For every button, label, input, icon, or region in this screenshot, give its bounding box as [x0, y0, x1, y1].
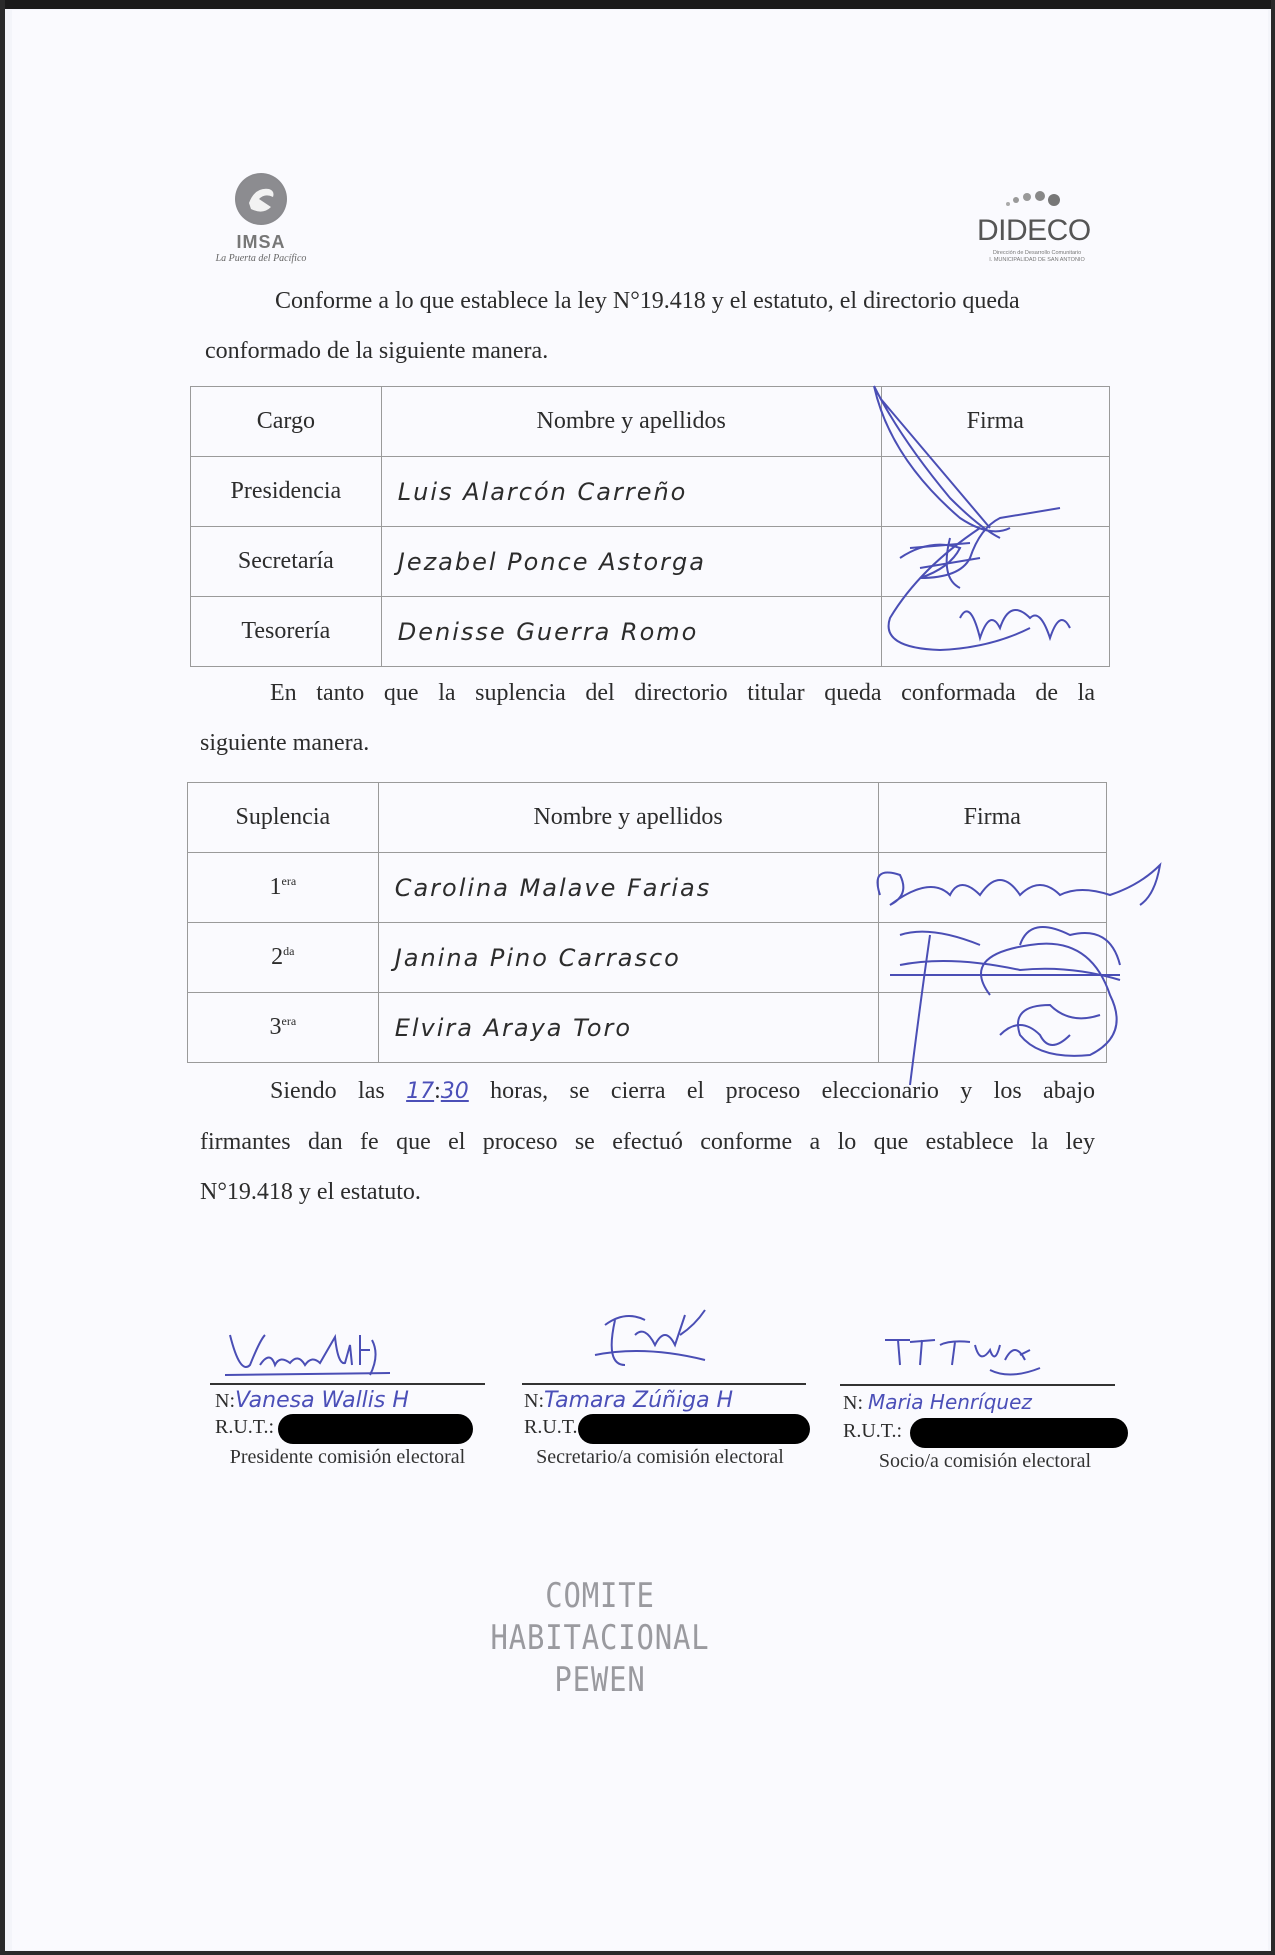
dideco-logo [972, 188, 1094, 268]
table-header-row [188, 783, 1107, 853]
suplencia-ordinal: era [281, 1014, 297, 1028]
firmante-3-name-row [843, 1390, 1032, 1415]
firmante-1-signature [220, 1325, 400, 1385]
firmante-2-name-row [524, 1388, 733, 1413]
nombre-cell: Carolina Malave Farias [378, 853, 878, 923]
redacted-rut [910, 1418, 1128, 1448]
firmante-1-line [210, 1383, 485, 1385]
closing-sep: : [434, 1078, 441, 1104]
suplencia-num-cell [188, 923, 379, 993]
cargo-cell: Secretaría [191, 527, 382, 597]
intro-paragraph [205, 276, 1095, 376]
imsa-logo [205, 165, 325, 275]
scan-edge-bottom [0, 1951, 1275, 1955]
intro-line2: conformado de la siguiente manera. [205, 338, 549, 364]
dideco-subtitle-line1: Dirección de Desarrollo Comunitario [992, 250, 1082, 256]
header-nombre: Nombre y apellidos [378, 783, 878, 853]
firmante-2-rut-label: R.U.T. [524, 1416, 578, 1438]
nombre-cell: Elvira Araya Toro [378, 993, 878, 1063]
closing-line3: N°19.418 y el estatuto. [200, 1179, 421, 1205]
header-cargo: Cargo [191, 387, 382, 457]
suplencia-num-cell [188, 853, 379, 923]
suplencia-ordinal: da [283, 944, 295, 958]
nombre-cell: Denisse Guerra Romo [381, 597, 881, 667]
suplencia-num: 3 [269, 1014, 282, 1040]
scan-edge-top [0, 0, 1275, 9]
firmante-label-n: N: [843, 1392, 863, 1414]
firmante-2-line [522, 1383, 806, 1385]
header-nombre: Nombre y apellidos [381, 387, 881, 457]
firmante-3-rut-label: R.U.T.: [843, 1420, 903, 1442]
suplencia-ordinal: era [281, 874, 297, 888]
stamp-line3: PEWEN [554, 1660, 646, 1700]
firmante-label-n: N: [524, 1390, 544, 1412]
firmante-2-signature [585, 1305, 725, 1385]
suplencia-signatures [870, 855, 1180, 1095]
redacted-rut [278, 1414, 473, 1444]
cargo-cell: Tesorería [191, 597, 382, 667]
firmante-1-role: Presidente comisión electoral [229, 1446, 466, 1468]
dideco-dots-icon [1002, 188, 1082, 212]
intro-line1: Conforme a lo que establece la ley N°19.418 y el estatuto, el directorio queda [275, 288, 1020, 314]
closing-paragraph [200, 1066, 1095, 1217]
scan-edge-right [1271, 0, 1275, 1955]
suplencia-intro-line1: En tanto que la suplencia del directorio titular queda conformada de la [270, 680, 1095, 706]
suplencia-num-cell [188, 993, 379, 1063]
closing-pre: Siendo las [270, 1078, 385, 1104]
suplencia-num: 1 [269, 874, 282, 900]
dideco-subtitle [977, 250, 1097, 264]
imsa-name: IMSA [236, 232, 286, 252]
firmante-3-line [840, 1384, 1115, 1386]
closing-line1 [200, 1066, 1095, 1117]
imsa-seal-icon [235, 173, 287, 225]
closing-minutes: 30 [440, 1079, 469, 1104]
nombre-cell: Janina Pino Carrasco [378, 923, 878, 993]
firmante-name: Maria Henríquez [868, 1390, 1032, 1414]
nombre-cell: Luis Alarcón Carreño [381, 457, 881, 527]
firmante-name: Tamara Zúñiga H [544, 1388, 734, 1413]
header-firma: Firma [881, 387, 1109, 457]
firmante-2-role: Secretario/a comisión electoral [536, 1446, 784, 1468]
header-suplencia: Suplencia [188, 783, 379, 853]
firmante-3-signature [880, 1330, 1060, 1385]
suplencia-intro-line2: siguiente manera. [200, 730, 370, 756]
imsa-tagline: La Puerta del Pacífico [215, 253, 307, 264]
firmante-1-rut-label: R.U.T.: [215, 1416, 275, 1438]
firmante-label-n: N: [215, 1390, 235, 1412]
suplencia-intro [200, 668, 1095, 768]
dideco-name: DIDECO [977, 214, 1091, 247]
closing-hour: 17 [406, 1079, 435, 1104]
nombre-cell: Jezabel Ponce Astorga [381, 527, 881, 597]
closing-post: horas, se cierra el proceso eleccionario y los abajo [490, 1078, 1096, 1104]
stamp-line2: HABITACIONAL [490, 1618, 710, 1658]
cargo-cell: Presidencia [191, 457, 382, 527]
stamp-line1: COMITE [545, 1576, 655, 1616]
dideco-subtitle-line2: I. MUNICIPALIDAD DE SAN ANTONIO [989, 257, 1085, 263]
directorio-signatures [860, 378, 1100, 678]
closing-line2: firmantes dan fe que el proceso se efectuó conforme a lo que establece la ley [200, 1129, 1095, 1155]
firmante-name: Vanesa Wallis H [235, 1388, 409, 1413]
suplencia-num: 2 [271, 944, 284, 970]
comite-stamp [470, 1575, 730, 1701]
header-firma: Firma [878, 783, 1106, 853]
scan-edge-left [0, 0, 5, 1955]
firmante-1-name-row [215, 1388, 409, 1413]
redacted-rut [578, 1414, 810, 1444]
firmante-3-role: Socio/a comisión electoral [878, 1450, 1092, 1472]
